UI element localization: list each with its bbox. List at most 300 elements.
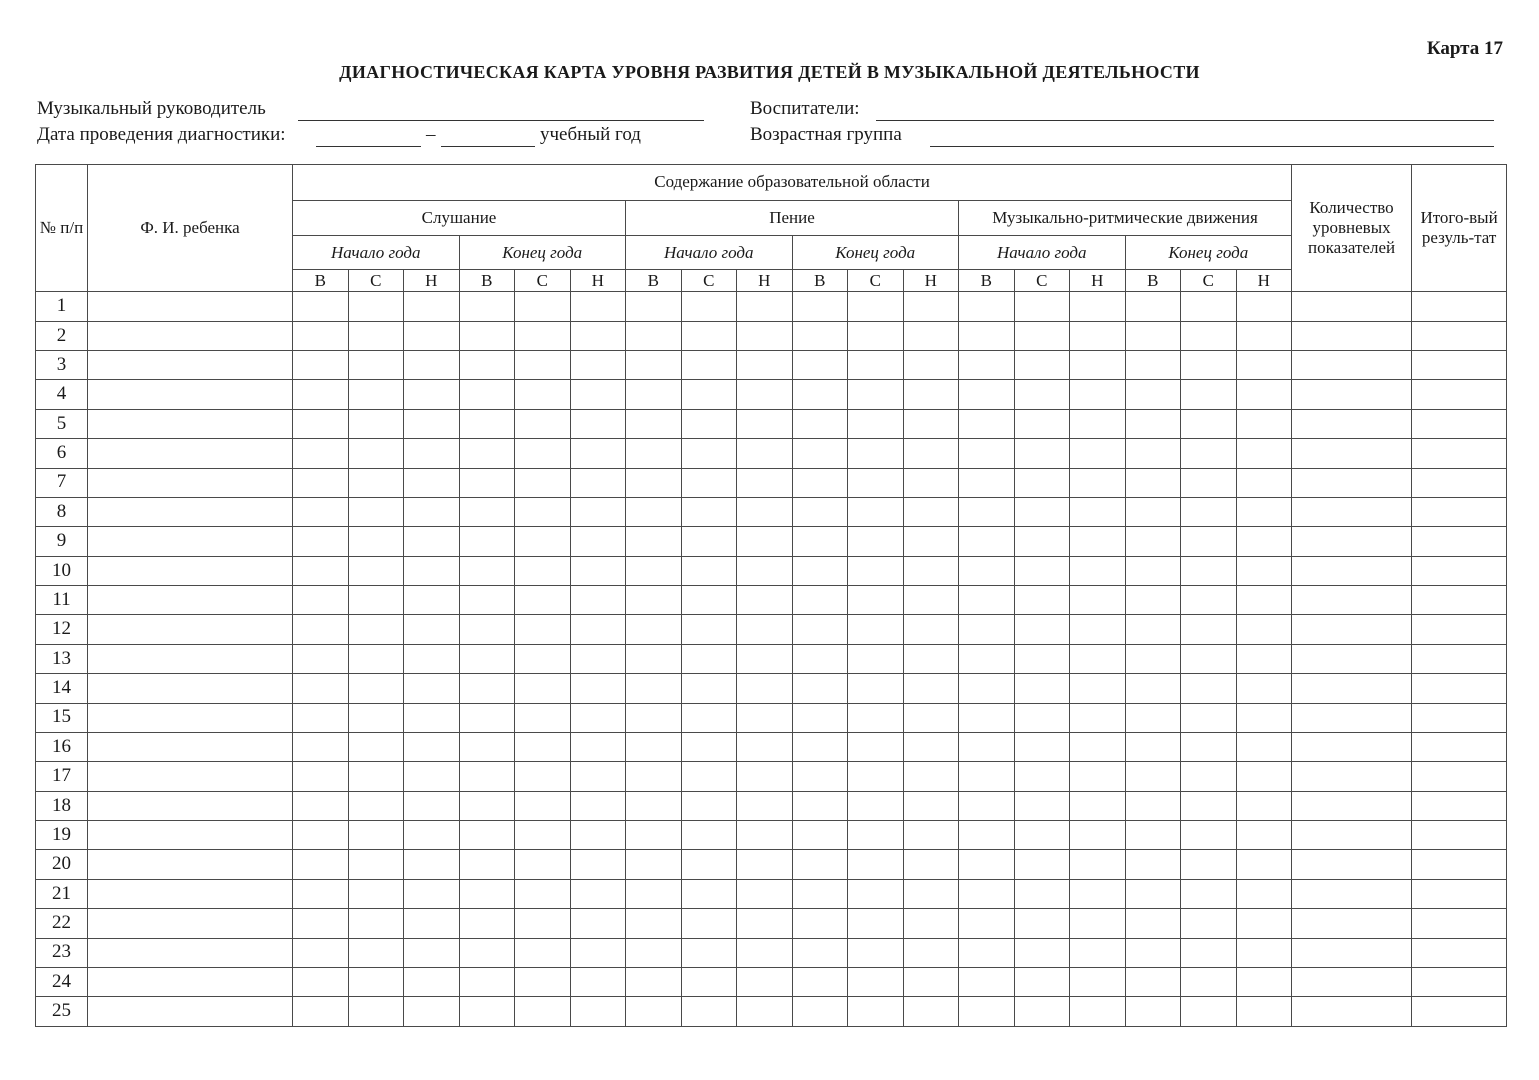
level-mark-cell[interactable]	[626, 351, 682, 380]
level-count-cell[interactable]	[1292, 997, 1412, 1027]
level-mark-cell[interactable]	[1181, 468, 1237, 497]
level-mark-cell[interactable]	[681, 938, 737, 967]
level-mark-cell[interactable]	[626, 586, 682, 615]
level-mark-cell[interactable]	[293, 292, 349, 321]
level-mark-cell[interactable]	[681, 321, 737, 350]
child-name-cell[interactable]	[88, 850, 293, 879]
level-mark-cell[interactable]	[570, 674, 626, 703]
level-mark-cell[interactable]	[459, 938, 515, 967]
level-mark-cell[interactable]	[848, 468, 904, 497]
level-mark-cell[interactable]	[515, 586, 571, 615]
level-mark-cell[interactable]	[737, 439, 793, 468]
level-mark-cell[interactable]	[737, 850, 793, 879]
level-mark-cell[interactable]	[1070, 674, 1126, 703]
age-group-blank[interactable]	[930, 146, 1494, 147]
level-mark-cell[interactable]	[348, 527, 404, 556]
level-mark-cell[interactable]	[903, 938, 959, 967]
level-mark-cell[interactable]	[1125, 321, 1181, 350]
level-mark-cell[interactable]	[293, 380, 349, 409]
level-mark-cell[interactable]	[348, 468, 404, 497]
level-mark-cell[interactable]	[626, 821, 682, 850]
level-mark-cell[interactable]	[848, 791, 904, 820]
level-mark-cell[interactable]	[626, 380, 682, 409]
total-result-cell[interactable]	[1412, 586, 1507, 615]
level-mark-cell[interactable]	[681, 967, 737, 996]
level-mark-cell[interactable]	[1181, 997, 1237, 1027]
level-mark-cell[interactable]	[570, 468, 626, 497]
level-mark-cell[interactable]	[1014, 762, 1070, 791]
level-mark-cell[interactable]	[1181, 732, 1237, 761]
level-mark-cell[interactable]	[737, 351, 793, 380]
level-mark-cell[interactable]	[1236, 644, 1292, 673]
level-mark-cell[interactable]	[848, 556, 904, 585]
level-mark-cell[interactable]	[681, 674, 737, 703]
level-mark-cell[interactable]	[1014, 791, 1070, 820]
level-mark-cell[interactable]	[1070, 556, 1126, 585]
level-mark-cell[interactable]	[1236, 292, 1292, 321]
level-count-cell[interactable]	[1292, 821, 1412, 850]
level-mark-cell[interactable]	[404, 615, 460, 644]
level-mark-cell[interactable]	[1125, 586, 1181, 615]
level-mark-cell[interactable]	[570, 497, 626, 526]
total-result-cell[interactable]	[1412, 615, 1507, 644]
level-mark-cell[interactable]	[737, 879, 793, 908]
level-mark-cell[interactable]	[1125, 409, 1181, 438]
level-mark-cell[interactable]	[1014, 468, 1070, 497]
level-mark-cell[interactable]	[626, 762, 682, 791]
level-mark-cell[interactable]	[348, 967, 404, 996]
level-mark-cell[interactable]	[459, 791, 515, 820]
level-mark-cell[interactable]	[959, 850, 1015, 879]
level-mark-cell[interactable]	[404, 586, 460, 615]
level-mark-cell[interactable]	[404, 997, 460, 1027]
level-mark-cell[interactable]	[570, 938, 626, 967]
level-mark-cell[interactable]	[903, 497, 959, 526]
child-name-cell[interactable]	[88, 292, 293, 321]
level-mark-cell[interactable]	[848, 674, 904, 703]
level-mark-cell[interactable]	[348, 586, 404, 615]
level-mark-cell[interactable]	[1236, 497, 1292, 526]
level-mark-cell[interactable]	[515, 762, 571, 791]
level-mark-cell[interactable]	[459, 409, 515, 438]
level-mark-cell[interactable]	[404, 556, 460, 585]
level-mark-cell[interactable]	[1125, 850, 1181, 879]
level-mark-cell[interactable]	[570, 644, 626, 673]
level-mark-cell[interactable]	[1125, 821, 1181, 850]
level-mark-cell[interactable]	[459, 703, 515, 732]
level-mark-cell[interactable]	[293, 439, 349, 468]
level-mark-cell[interactable]	[903, 380, 959, 409]
level-mark-cell[interactable]	[1125, 556, 1181, 585]
level-mark-cell[interactable]	[681, 468, 737, 497]
level-mark-cell[interactable]	[570, 967, 626, 996]
level-count-cell[interactable]	[1292, 615, 1412, 644]
level-mark-cell[interactable]	[459, 351, 515, 380]
level-mark-cell[interactable]	[959, 615, 1015, 644]
level-mark-cell[interactable]	[293, 674, 349, 703]
level-mark-cell[interactable]	[293, 879, 349, 908]
level-mark-cell[interactable]	[959, 938, 1015, 967]
level-mark-cell[interactable]	[404, 938, 460, 967]
level-mark-cell[interactable]	[792, 703, 848, 732]
level-mark-cell[interactable]	[515, 497, 571, 526]
level-mark-cell[interactable]	[903, 586, 959, 615]
level-mark-cell[interactable]	[626, 791, 682, 820]
level-mark-cell[interactable]	[681, 762, 737, 791]
level-mark-cell[interactable]	[1181, 791, 1237, 820]
level-mark-cell[interactable]	[348, 938, 404, 967]
child-name-cell[interactable]	[88, 732, 293, 761]
level-mark-cell[interactable]	[1014, 321, 1070, 350]
level-mark-cell[interactable]	[570, 292, 626, 321]
level-mark-cell[interactable]	[681, 615, 737, 644]
level-mark-cell[interactable]	[570, 703, 626, 732]
level-mark-cell[interactable]	[681, 644, 737, 673]
child-name-cell[interactable]	[88, 527, 293, 556]
child-name-cell[interactable]	[88, 791, 293, 820]
level-mark-cell[interactable]	[737, 967, 793, 996]
level-mark-cell[interactable]	[792, 439, 848, 468]
level-mark-cell[interactable]	[1181, 850, 1237, 879]
level-mark-cell[interactable]	[348, 615, 404, 644]
level-mark-cell[interactable]	[903, 615, 959, 644]
level-mark-cell[interactable]	[293, 762, 349, 791]
level-mark-cell[interactable]	[1181, 351, 1237, 380]
level-mark-cell[interactable]	[1014, 351, 1070, 380]
level-mark-cell[interactable]	[792, 292, 848, 321]
level-mark-cell[interactable]	[737, 821, 793, 850]
level-mark-cell[interactable]	[1236, 703, 1292, 732]
level-mark-cell[interactable]	[404, 821, 460, 850]
level-mark-cell[interactable]	[1236, 938, 1292, 967]
level-mark-cell[interactable]	[848, 732, 904, 761]
level-mark-cell[interactable]	[792, 674, 848, 703]
child-name-cell[interactable]	[88, 703, 293, 732]
level-mark-cell[interactable]	[1014, 674, 1070, 703]
level-mark-cell[interactable]	[903, 409, 959, 438]
child-name-cell[interactable]	[88, 909, 293, 938]
level-mark-cell[interactable]	[348, 409, 404, 438]
level-mark-cell[interactable]	[792, 468, 848, 497]
level-mark-cell[interactable]	[737, 321, 793, 350]
level-mark-cell[interactable]	[1014, 586, 1070, 615]
level-mark-cell[interactable]	[626, 967, 682, 996]
level-count-cell[interactable]	[1292, 497, 1412, 526]
level-mark-cell[interactable]	[570, 909, 626, 938]
level-mark-cell[interactable]	[404, 674, 460, 703]
level-mark-cell[interactable]	[737, 468, 793, 497]
level-mark-cell[interactable]	[959, 703, 1015, 732]
level-mark-cell[interactable]	[903, 850, 959, 879]
level-mark-cell[interactable]	[1014, 821, 1070, 850]
total-result-cell[interactable]	[1412, 674, 1507, 703]
level-mark-cell[interactable]	[404, 850, 460, 879]
level-mark-cell[interactable]	[1181, 674, 1237, 703]
total-result-cell[interactable]	[1412, 879, 1507, 908]
level-mark-cell[interactable]	[792, 909, 848, 938]
level-mark-cell[interactable]	[1070, 850, 1126, 879]
level-mark-cell[interactable]	[348, 909, 404, 938]
level-mark-cell[interactable]	[293, 909, 349, 938]
child-name-cell[interactable]	[88, 615, 293, 644]
level-mark-cell[interactable]	[1181, 292, 1237, 321]
level-count-cell[interactable]	[1292, 409, 1412, 438]
level-mark-cell[interactable]	[737, 997, 793, 1027]
level-mark-cell[interactable]	[515, 439, 571, 468]
level-mark-cell[interactable]	[515, 879, 571, 908]
total-result-cell[interactable]	[1412, 380, 1507, 409]
child-name-cell[interactable]	[88, 556, 293, 585]
level-mark-cell[interactable]	[404, 644, 460, 673]
level-mark-cell[interactable]	[459, 732, 515, 761]
level-mark-cell[interactable]	[1125, 292, 1181, 321]
level-mark-cell[interactable]	[348, 321, 404, 350]
level-mark-cell[interactable]	[1070, 732, 1126, 761]
level-count-cell[interactable]	[1292, 380, 1412, 409]
level-mark-cell[interactable]	[459, 821, 515, 850]
level-mark-cell[interactable]	[792, 967, 848, 996]
level-mark-cell[interactable]	[1236, 351, 1292, 380]
level-mark-cell[interactable]	[681, 791, 737, 820]
total-result-cell[interactable]	[1412, 703, 1507, 732]
level-mark-cell[interactable]	[1070, 762, 1126, 791]
level-mark-cell[interactable]	[348, 703, 404, 732]
level-count-cell[interactable]	[1292, 732, 1412, 761]
level-mark-cell[interactable]	[348, 732, 404, 761]
level-mark-cell[interactable]	[1236, 615, 1292, 644]
level-mark-cell[interactable]	[293, 409, 349, 438]
level-mark-cell[interactable]	[404, 791, 460, 820]
level-mark-cell[interactable]	[459, 909, 515, 938]
level-mark-cell[interactable]	[681, 497, 737, 526]
level-mark-cell[interactable]	[1125, 967, 1181, 996]
level-mark-cell[interactable]	[626, 409, 682, 438]
total-result-cell[interactable]	[1412, 351, 1507, 380]
level-mark-cell[interactable]	[903, 732, 959, 761]
level-mark-cell[interactable]	[570, 527, 626, 556]
level-mark-cell[interactable]	[1014, 615, 1070, 644]
level-mark-cell[interactable]	[459, 967, 515, 996]
level-mark-cell[interactable]	[404, 468, 460, 497]
level-mark-cell[interactable]	[348, 380, 404, 409]
level-mark-cell[interactable]	[1070, 586, 1126, 615]
level-mark-cell[interactable]	[1014, 527, 1070, 556]
level-mark-cell[interactable]	[1014, 732, 1070, 761]
level-mark-cell[interactable]	[515, 997, 571, 1027]
level-mark-cell[interactable]	[626, 997, 682, 1027]
level-mark-cell[interactable]	[1125, 527, 1181, 556]
level-mark-cell[interactable]	[792, 615, 848, 644]
total-result-cell[interactable]	[1412, 938, 1507, 967]
level-mark-cell[interactable]	[1070, 821, 1126, 850]
level-mark-cell[interactable]	[737, 732, 793, 761]
level-mark-cell[interactable]	[1181, 703, 1237, 732]
level-mark-cell[interactable]	[1236, 674, 1292, 703]
level-mark-cell[interactable]	[1014, 703, 1070, 732]
level-mark-cell[interactable]	[293, 703, 349, 732]
level-mark-cell[interactable]	[903, 556, 959, 585]
level-mark-cell[interactable]	[737, 556, 793, 585]
level-count-cell[interactable]	[1292, 791, 1412, 820]
level-mark-cell[interactable]	[404, 321, 460, 350]
level-mark-cell[interactable]	[737, 791, 793, 820]
level-mark-cell[interactable]	[1014, 879, 1070, 908]
level-mark-cell[interactable]	[792, 850, 848, 879]
level-mark-cell[interactable]	[737, 380, 793, 409]
level-mark-cell[interactable]	[570, 791, 626, 820]
total-result-cell[interactable]	[1412, 909, 1507, 938]
level-mark-cell[interactable]	[1125, 909, 1181, 938]
level-mark-cell[interactable]	[459, 527, 515, 556]
level-mark-cell[interactable]	[570, 821, 626, 850]
level-mark-cell[interactable]	[792, 997, 848, 1027]
total-result-cell[interactable]	[1412, 468, 1507, 497]
level-mark-cell[interactable]	[1070, 409, 1126, 438]
level-mark-cell[interactable]	[293, 850, 349, 879]
level-mark-cell[interactable]	[404, 909, 460, 938]
level-mark-cell[interactable]	[792, 732, 848, 761]
level-mark-cell[interactable]	[681, 879, 737, 908]
level-mark-cell[interactable]	[792, 879, 848, 908]
level-mark-cell[interactable]	[1236, 850, 1292, 879]
level-mark-cell[interactable]	[1181, 380, 1237, 409]
level-mark-cell[interactable]	[959, 497, 1015, 526]
level-mark-cell[interactable]	[515, 351, 571, 380]
level-mark-cell[interactable]	[737, 497, 793, 526]
year-start-blank[interactable]	[316, 146, 421, 147]
total-result-cell[interactable]	[1412, 439, 1507, 468]
level-mark-cell[interactable]	[515, 938, 571, 967]
level-mark-cell[interactable]	[1014, 380, 1070, 409]
level-mark-cell[interactable]	[404, 351, 460, 380]
level-mark-cell[interactable]	[293, 821, 349, 850]
level-mark-cell[interactable]	[626, 644, 682, 673]
child-name-cell[interactable]	[88, 879, 293, 908]
level-mark-cell[interactable]	[515, 468, 571, 497]
level-mark-cell[interactable]	[848, 380, 904, 409]
level-mark-cell[interactable]	[626, 615, 682, 644]
level-mark-cell[interactable]	[681, 703, 737, 732]
level-mark-cell[interactable]	[1236, 821, 1292, 850]
level-mark-cell[interactable]	[1181, 556, 1237, 585]
level-count-cell[interactable]	[1292, 850, 1412, 879]
child-name-cell[interactable]	[88, 380, 293, 409]
level-mark-cell[interactable]	[737, 409, 793, 438]
level-mark-cell[interactable]	[1070, 292, 1126, 321]
total-result-cell[interactable]	[1412, 321, 1507, 350]
level-mark-cell[interactable]	[1070, 615, 1126, 644]
level-mark-cell[interactable]	[459, 879, 515, 908]
level-mark-cell[interactable]	[626, 909, 682, 938]
level-mark-cell[interactable]	[792, 351, 848, 380]
level-mark-cell[interactable]	[348, 791, 404, 820]
level-mark-cell[interactable]	[570, 409, 626, 438]
level-mark-cell[interactable]	[1181, 615, 1237, 644]
level-mark-cell[interactable]	[1181, 409, 1237, 438]
level-mark-cell[interactable]	[404, 762, 460, 791]
level-mark-cell[interactable]	[903, 439, 959, 468]
level-mark-cell[interactable]	[404, 527, 460, 556]
level-mark-cell[interactable]	[737, 615, 793, 644]
level-mark-cell[interactable]	[515, 380, 571, 409]
level-mark-cell[interactable]	[848, 439, 904, 468]
level-mark-cell[interactable]	[459, 762, 515, 791]
level-mark-cell[interactable]	[848, 586, 904, 615]
level-mark-cell[interactable]	[626, 292, 682, 321]
level-mark-cell[interactable]	[1070, 791, 1126, 820]
level-mark-cell[interactable]	[293, 938, 349, 967]
level-mark-cell[interactable]	[515, 292, 571, 321]
level-mark-cell[interactable]	[792, 409, 848, 438]
level-mark-cell[interactable]	[515, 967, 571, 996]
level-mark-cell[interactable]	[1070, 997, 1126, 1027]
level-mark-cell[interactable]	[293, 732, 349, 761]
level-mark-cell[interactable]	[1125, 497, 1181, 526]
level-mark-cell[interactable]	[959, 556, 1015, 585]
level-mark-cell[interactable]	[848, 879, 904, 908]
level-mark-cell[interactable]	[903, 351, 959, 380]
level-mark-cell[interactable]	[515, 556, 571, 585]
level-mark-cell[interactable]	[1181, 821, 1237, 850]
total-result-cell[interactable]	[1412, 497, 1507, 526]
level-mark-cell[interactable]	[515, 674, 571, 703]
level-mark-cell[interactable]	[515, 703, 571, 732]
level-mark-cell[interactable]	[959, 292, 1015, 321]
level-mark-cell[interactable]	[626, 321, 682, 350]
level-mark-cell[interactable]	[792, 586, 848, 615]
level-mark-cell[interactable]	[848, 321, 904, 350]
level-count-cell[interactable]	[1292, 586, 1412, 615]
level-mark-cell[interactable]	[903, 703, 959, 732]
level-mark-cell[interactable]	[1070, 703, 1126, 732]
level-mark-cell[interactable]	[848, 762, 904, 791]
level-mark-cell[interactable]	[959, 879, 1015, 908]
level-mark-cell[interactable]	[626, 938, 682, 967]
total-result-cell[interactable]	[1412, 997, 1507, 1027]
level-count-cell[interactable]	[1292, 703, 1412, 732]
level-mark-cell[interactable]	[459, 586, 515, 615]
level-mark-cell[interactable]	[1236, 997, 1292, 1027]
level-mark-cell[interactable]	[792, 380, 848, 409]
level-mark-cell[interactable]	[903, 967, 959, 996]
level-mark-cell[interactable]	[404, 879, 460, 908]
level-mark-cell[interactable]	[959, 439, 1015, 468]
level-mark-cell[interactable]	[1125, 380, 1181, 409]
level-mark-cell[interactable]	[1236, 468, 1292, 497]
level-mark-cell[interactable]	[1070, 938, 1126, 967]
level-mark-cell[interactable]	[570, 879, 626, 908]
level-mark-cell[interactable]	[515, 850, 571, 879]
level-mark-cell[interactable]	[293, 497, 349, 526]
level-mark-cell[interactable]	[737, 938, 793, 967]
level-mark-cell[interactable]	[737, 527, 793, 556]
level-mark-cell[interactable]	[459, 439, 515, 468]
level-mark-cell[interactable]	[293, 967, 349, 996]
level-mark-cell[interactable]	[737, 292, 793, 321]
level-mark-cell[interactable]	[903, 909, 959, 938]
level-mark-cell[interactable]	[293, 321, 349, 350]
total-result-cell[interactable]	[1412, 821, 1507, 850]
level-count-cell[interactable]	[1292, 321, 1412, 350]
level-mark-cell[interactable]	[1125, 351, 1181, 380]
level-mark-cell[interactable]	[459, 997, 515, 1027]
level-mark-cell[interactable]	[737, 674, 793, 703]
level-count-cell[interactable]	[1292, 879, 1412, 908]
level-mark-cell[interactable]	[1236, 762, 1292, 791]
level-mark-cell[interactable]	[959, 351, 1015, 380]
level-mark-cell[interactable]	[1125, 439, 1181, 468]
level-mark-cell[interactable]	[293, 644, 349, 673]
